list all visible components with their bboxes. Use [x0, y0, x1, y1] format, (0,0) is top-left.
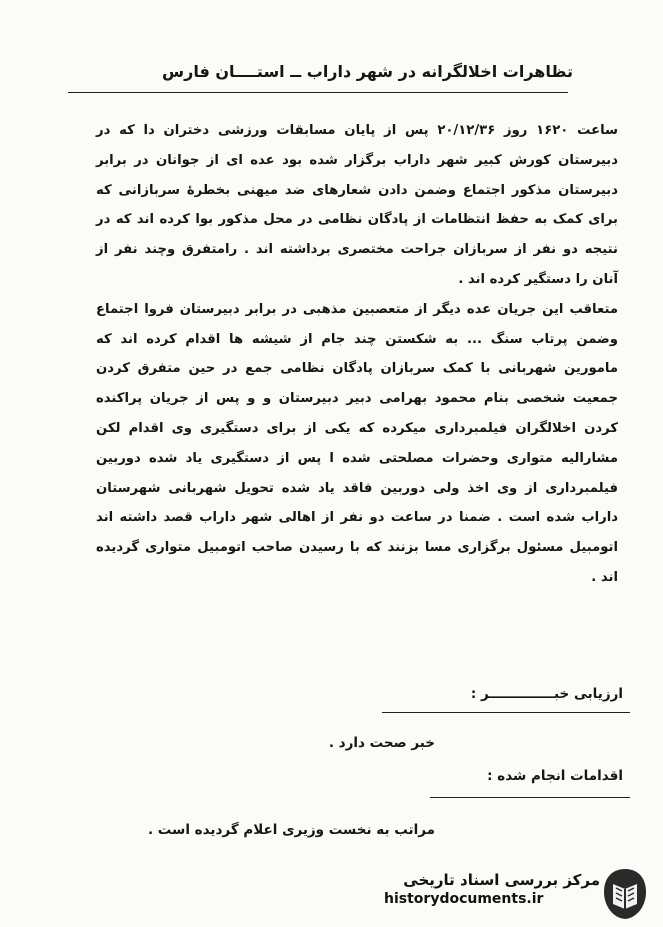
- evaluation-underline: [382, 712, 630, 713]
- actions-label: اقدامات انجام شده :: [487, 768, 623, 784]
- document-body: [96, 116, 618, 593]
- evaluation-value: خبر صحت دارد .: [328, 735, 435, 751]
- paragraph-1: ساعت ۱۶۲۰ روز ۲۰/۱۲/۳۶ پس از پایان مسابقات ورزشی دختران دا که در دبیرستان کورش کبیر شهر داراب برگزار شده بود عده ای از جوانان در برابر دبیرستان مذکور اجتماع وضمن دادن شعارهای ضد میهنی بخطرهٔ سربازانی که برای کمک به حفظ انتظامات از پادگان نظامی در محل مذکور بوا کرده اند که در نتیجه دو نفر از سربازان جراحت مختصری برداشته اند . رامتفرق وچند نفر از آنان را دستگیر کرده اند .: [96, 123, 618, 287]
- actions-underline: [430, 797, 630, 798]
- watermark-text: [380, 870, 600, 907]
- document-title: تظاهرات اخلالگرانه در شهر داراب ــ استــــان فارس: [162, 62, 573, 81]
- title-underline: [68, 92, 568, 93]
- evaluation-label: ارزیابی خبــــــــــــــر :: [470, 686, 623, 702]
- paragraph-2: متعاقب این جریان عده دیگر از متعصبین مذهبی در برابر دبیرستان فروا اجتماع وضمن پرتاب سنگ ... به شکستن چند جام از شیشه ها اقدام کرده اند که مامورین شهربانی با کمک سربازان پادگان نظامی جمع در حین متفرق کردن جمعیت شخصی بنام محمود بهرامی دبیر دبیرستان و و پس از جریان پراکنده کردن اخلالگران فیلمبرداری میکرده که یکی از برای دستگیری وی اقدام لکن مشارالیه متواری وحضرات مصلحتی شده ا پس از دستگیری یاد شده دوربین فیلمبرداری از وی اخذ ولی دوربین فاقد یاد شده تحویل شهربانی شهرستان داراب شده است . ضمنا در ساعت دو نفر از اهالی شهر داراب قصد داشته اند اتومبیل مسئول برگزاری مسا بزنند که با رسیدن صاحب اتومبیل متواری گردیده اند .: [96, 301, 618, 585]
- watermark-site: historydocuments.ir: [384, 891, 544, 907]
- book-emblem-icon: [600, 866, 650, 922]
- watermark-name: مرکز بررسی اسناد تاریخی: [403, 871, 600, 889]
- actions-value: مراتب به نخست وزیری اعلام گردیده است .: [147, 822, 435, 838]
